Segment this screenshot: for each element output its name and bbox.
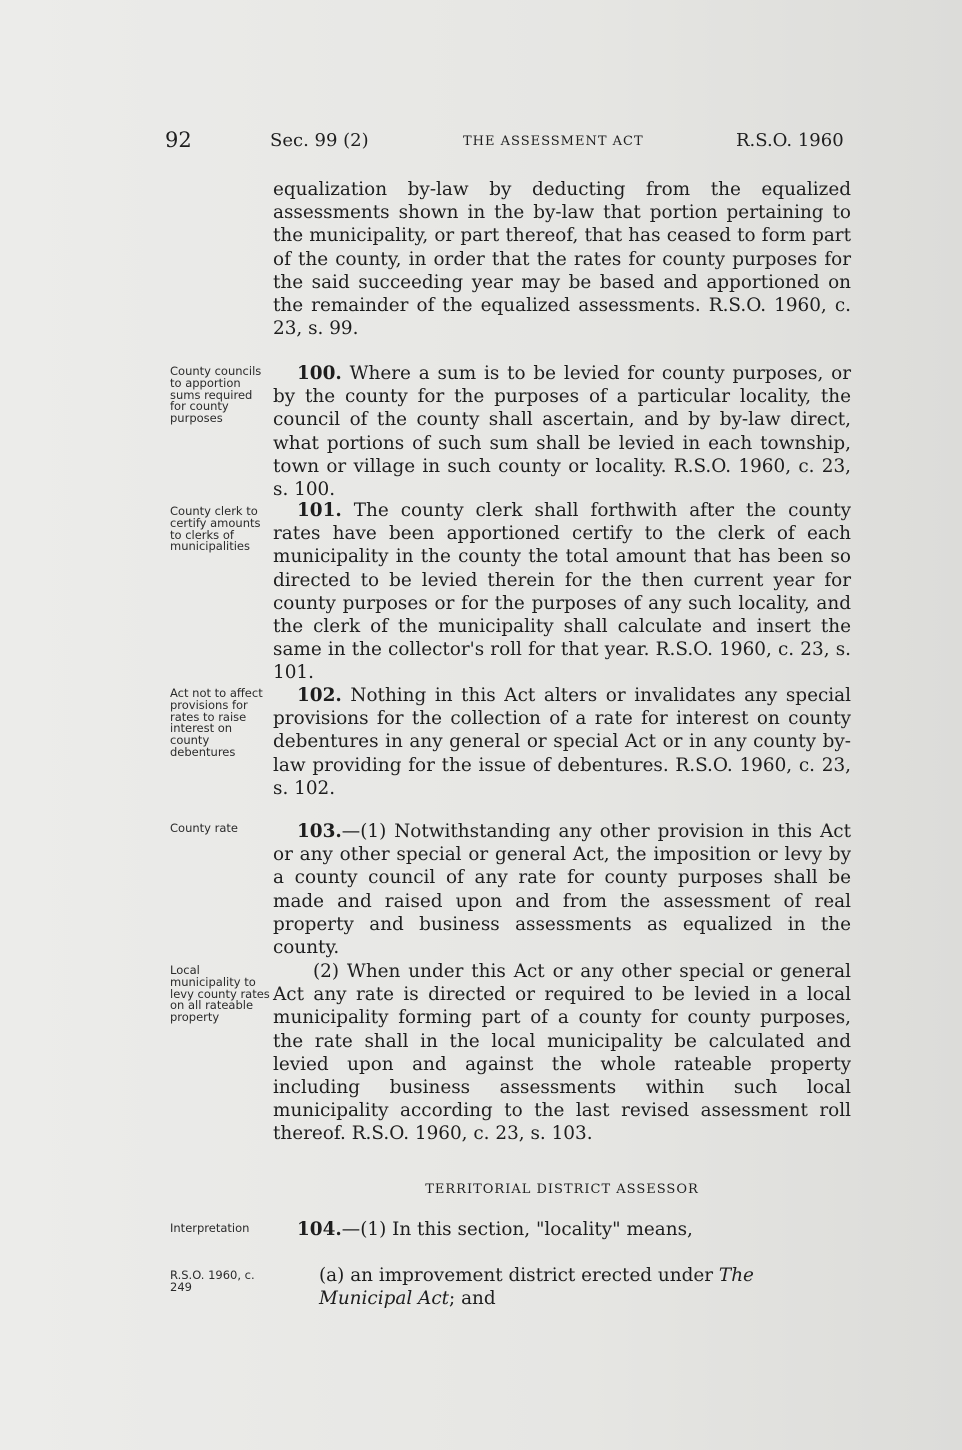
body-text — [273, 178, 851, 340]
clause-tail: ; and — [449, 1288, 496, 1310]
section-text: Nothing in this Act alters or invalidates any special provisions for the collection of a rate for interest on county debentures in any general or special Act or in any county by-law providing for the issue of debentures. R.S.O. 1960, c. 23, s. 102. — [273, 685, 851, 799]
clause-text: an improvement district erected under — [350, 1265, 714, 1286]
section-101 — [273, 499, 851, 685]
section-number: 101. — [297, 500, 342, 521]
margin-note: R.S.O. 1960, c. 249 — [170, 1268, 255, 1294]
section-reference: Sec. 99 (2) — [270, 130, 369, 151]
section-text: The county clerk shall forthwith after the county rates have been apportioned certify to the clerk of each municipality in the county the total amount that has been so directed to be levied therein for the then current year for county purposes or for the purposes of any such locality, and the clerk of the municipality shall calculate and insert the same in the collector's roll for that year. R.S.O. 1960, c. 23, s. 101. — [273, 500, 851, 684]
margin-note: Act not to affect provisions for rates to raise interest on county debentures — [170, 686, 263, 759]
section-100 — [273, 362, 851, 501]
section-text: Where a sum is to be levied for county purposes, or by the county for the purposes of a particular locality, the council of the county shall ascertain, and by by-law direct, what portions of such sum shall be levied in each township, town or village in such county or locality. R.S.O. 1960, c. 23, s. 100. — [273, 363, 851, 501]
section-number: 103. — [297, 821, 342, 842]
section-text: (2) When under this Act or any other special or general Act any rate is directed or required to be levied in a local municipality forming part of a county for county purposes, the rate shall in the local municipality be calculated and levied upon and against the whole rateable property including business assessments within such local municipality according to the last revised assessment roll thereof. R.S.O. 1960, c. 23, s. 103. — [273, 961, 851, 1145]
revision-label: R.S.O. 1960 — [736, 130, 844, 151]
section-103 — [273, 820, 851, 959]
section-103-2 — [273, 960, 851, 1146]
act-title: THE ASSESSMENT ACT — [463, 134, 644, 149]
margin-note: County clerk to certify amounts to clerks of municipalities — [170, 504, 261, 554]
continuation-paragraph: equalization by-law by deducting from the equalized assessments shown in the by-law that portion pertaining to the municipality, or part thereof, that has ceased to form part of the county, in order that the rates for county purposes for the said succeeding year may be based and apportioned on the remainder of the equalized assessments. R.S.O. 1960, c. 23, s. 99. — [273, 179, 851, 340]
margin-note: County councils to apportion sums required for county purposes — [170, 364, 262, 426]
page-number: 92 — [165, 128, 192, 152]
section-102 — [273, 684, 851, 800]
clause-a — [273, 1264, 851, 1310]
clause-label: (a) — [319, 1265, 345, 1286]
margin-note: Local municipality to levy county rates on all rateable property — [170, 963, 270, 1025]
part-heading: TERRITORIAL DISTRICT ASSESSOR — [425, 1182, 699, 1197]
section-text: —(1) In this section, "locality" means, — [341, 1219, 693, 1240]
section-104 — [273, 1218, 851, 1241]
clause-act-name: The Municipal Act — [319, 1265, 754, 1310]
section-number: 104. — [297, 1219, 342, 1240]
section-number: 102. — [297, 685, 342, 706]
section-text: —(1) Notwithstanding any other provision in this Act or any other special or general Act, the imposition or levy by a county council of any rate for county purposes shall be made and raised upon and from the assessment of real property and business assessments as equalized in the county. — [273, 821, 851, 959]
section-number: 100. — [297, 363, 342, 384]
margin-note: Interpretation — [170, 1221, 250, 1235]
running-header — [0, 128, 962, 158]
margin-note: County rate — [170, 821, 238, 835]
